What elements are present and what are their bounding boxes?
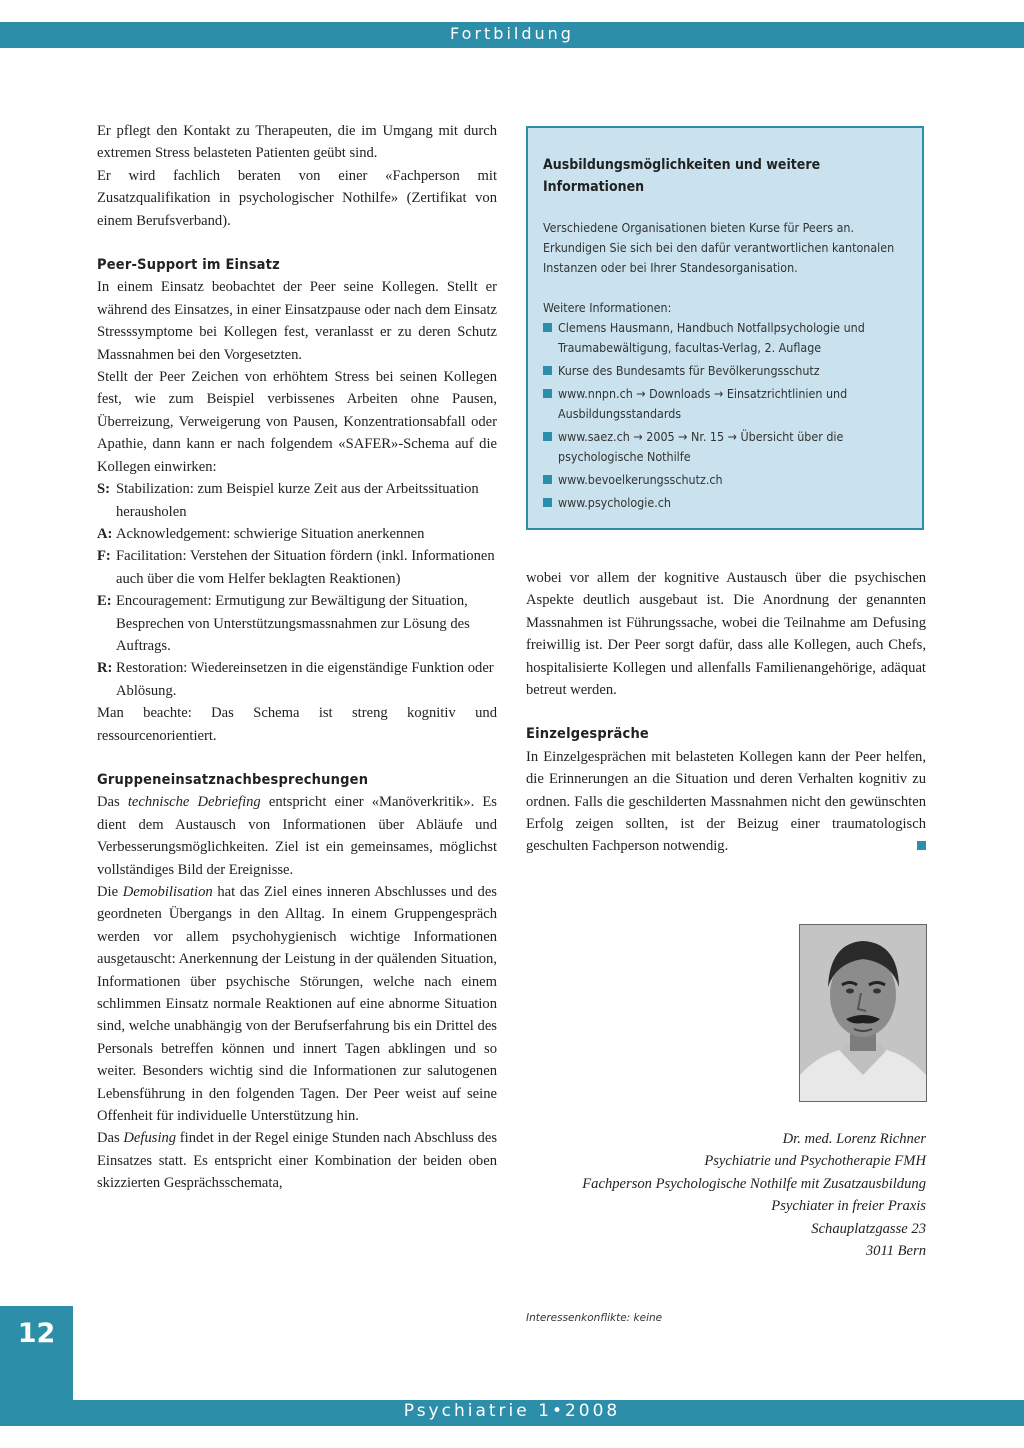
- list-item: [543, 384, 906, 424]
- info-box-list: [543, 318, 906, 513]
- paragraph: Er pflegt den Kontakt zu Therapeuten, die im Umgang mit durch extremen Stress belasteten Patienten geübt sind.: [97, 123, 497, 162]
- list-item: [97, 657, 497, 702]
- list-text: Restoration: Wiedereinsetzen in die eigenständige Funktion oder Ablösung.: [116, 660, 494, 699]
- bullet-square-icon: [543, 389, 552, 398]
- list-text: www.nnpn.ch → Downloads → Einsatzrichtlinien und Ausbildungsstandards: [558, 386, 848, 421]
- author-info: [526, 1128, 926, 1262]
- list-key: A:: [97, 525, 113, 542]
- text-run: Das: [97, 1130, 124, 1147]
- page-number-box: [0, 1306, 73, 1400]
- text-run: hat das Ziel eines inneren Abschlusses und des geordneten Übergangs in den Alltag. In einem Gruppengespräch werden vor allem psychohygienisch wichtige Informationen ausgetauscht: Anerkennung der Leistung in der quälenden Situation, Informationen über psychische Störungen, welche nach einem schlimmen Einsatz normale Reaktionen auf eine abnorme Situation sind, welche unabhängig von der Berufserfahrung bis ein Drittel des Personals betreffen können und innert Tagen abklingen und so weiter. Besonders wichtig sind die Informationen zur salutogenen Lebensführung in den folgenden Tagen. Der Peer weist auf seine Offenheit für individuelle Unterstützung hin.: [97, 884, 497, 1125]
- list-text: Encouragement: Ermutigung zur Bewältigung der Situation, Besprechen von Unterstützungsmassnahmen zur Lösung des Auftrags.: [116, 593, 470, 654]
- footer-bar: [0, 1400, 1024, 1426]
- list-key: S:: [97, 481, 110, 498]
- paragraph: [97, 1127, 497, 1194]
- emphasis: Demobilisation: [122, 884, 213, 900]
- text-run: Die: [97, 884, 123, 900]
- bullet-square-icon: [543, 498, 552, 507]
- list-text: Facilitation: Verstehen der Situation fördern (inkl. Informationen auch über die vom Helfer beklagten Reaktionen): [116, 548, 495, 587]
- bullet-square-icon: [543, 366, 552, 375]
- list-key: R:: [97, 660, 113, 677]
- emphasis: Defusing: [123, 1130, 177, 1147]
- info-box-intro: Verschiedene Organisationen bieten Kurse für Peers an. Erkundigen Sie sich bei den dafür verantwortlichen kantonalen Instanzen oder bei Ihrer Standesorganisation.: [543, 220, 895, 275]
- bullet-square-icon: [543, 432, 552, 441]
- paragraph: In einem Einsatz beobachtet der Peer seine Kollegen. Stellt er während des Einsatzes, in einer Einsatzpause oder nach dem Einsatz Stresssymptome bei Kollegen fest, veranlasst er zu deren Schutz Massnahmen bei den Vorgesetzten.: [97, 279, 497, 363]
- bullet-square-icon: [543, 475, 552, 484]
- list-item: [97, 478, 497, 523]
- text-run: In Einzelgesprächen mit belasteten Kollegen kann der Peer helfen, die Erinnerungen an die Situation und deren Verhalten kognitiv zu ordnen. Falls die geschilderten Massnahmen nicht den gewünschten Erfolg zeigen sollten, ist der Beizug einer traumatologisch geschulten Fachperson notwendig.: [526, 748, 926, 855]
- left-column: [97, 120, 497, 1195]
- paragraph: Stellt der Peer Zeichen von erhöhtem Stress bei seinen Kollegen fest, wie zum Beispiel verbissenes Arbeiten ohne Pausen, Überreizung, Verweigerung von Pausen, Konzentrationsabfall oder Apathie, dann kann er nach folgendem «SAFER»-Schema auf die Kollegen einwirken:: [97, 369, 497, 475]
- paragraph: [97, 881, 497, 1127]
- list-item: [97, 523, 497, 545]
- section-heading-individual-talks: Einzelgespräche: [526, 726, 649, 743]
- list-text: Acknowledgement: schwierige Situation anerkennen: [116, 525, 425, 542]
- journal-title: Psychiatrie 1•2008: [403, 1401, 621, 1421]
- author-address: Schauplatzgasse 23: [811, 1220, 926, 1237]
- text-run: entspricht einer «Manöverkritik». Es dient dem Austausch von Informationen über Abläufe und Verbesserungsmöglichkeiten. Ziel ist ein gemeinsames, möglichst vollständiges Bild der Ereignisse.: [97, 794, 497, 878]
- list-item: [97, 590, 497, 657]
- list-item: [97, 545, 497, 590]
- list-item: [543, 361, 906, 381]
- text-run: findet in der Regel einige Stunden nach Abschluss des Einsatzes statt. Es entspricht einer Kombination der beiden oben skizzierten Gesprächsschemata,: [97, 1130, 497, 1192]
- list-text: Clemens Hausmann, Handbuch Notfallpsychologie und Traumabewältigung, facultas-Verlag, 2. Auflage: [558, 320, 865, 355]
- author-line: Fachperson Psychologische Nothilfe mit Zusatzausbildung: [582, 1175, 926, 1192]
- author-name: Dr. med. Lorenz Richner: [782, 1131, 926, 1147]
- list-text: Kurse des Bundesamts für Bevölkerungsschutz: [558, 363, 820, 378]
- portrait-illustration: [800, 925, 926, 1101]
- list-text: www.saez.ch → 2005 → Nr. 15 → Übersicht über die psychologische Nothilfe: [558, 429, 844, 464]
- paragraph: Man beachte: Das Schema ist streng kognitiv und ressourcenorientiert.: [97, 705, 497, 744]
- paragraph: [526, 746, 926, 858]
- conflict-of-interest: Interessenkonflikte: keine: [526, 1312, 663, 1324]
- section-title: Fortbildung: [450, 24, 574, 43]
- emphasis: technische Debriefing: [127, 794, 261, 811]
- list-item: [543, 470, 906, 490]
- end-square-icon: [917, 841, 926, 850]
- author-line: Psychiater in freier Praxis: [771, 1198, 926, 1215]
- header-bar: [0, 22, 1024, 48]
- paragraph: [97, 791, 497, 881]
- info-box-title: Ausbildungsmöglichkeiten und weitere Informationen: [543, 157, 821, 195]
- text-run: Das: [97, 794, 128, 811]
- author-line: Psychiatrie und Psychotherapie FMH: [704, 1153, 926, 1170]
- list-item: [543, 493, 906, 513]
- info-box: [526, 126, 924, 530]
- bullet-square-icon: [543, 323, 552, 332]
- list-key: E:: [97, 593, 112, 610]
- list-item: [543, 318, 906, 358]
- list-text: www.psychologie.ch: [558, 495, 671, 510]
- author-photo: [799, 924, 927, 1102]
- page-number: 12: [17, 1318, 56, 1349]
- list-key: F:: [97, 548, 111, 565]
- safer-list: [97, 478, 497, 702]
- author-city: 3011 Bern: [865, 1243, 926, 1260]
- list-item: [543, 427, 906, 467]
- section-heading-group-debriefing: Gruppeneinsatznachbesprechungen: [97, 771, 369, 788]
- paragraph: wobei vor allem der kognitive Austausch über die psychischen Aspekte deutlich ausgebaut ist. Die Anordnung der genannten Massnahmen ist Führungssache, wobei die Teilnahme am Defusing freiwillig ist. Der Peer sorgt dafür, dass alle Kollegen, auch Chefs, hospitalisierte Kollegen und allenfalls Familienangehörige, adäquat betreut werden.: [526, 570, 926, 699]
- list-text: Stabilization: zum Beispiel kurze Zeit aus der Arbeitssituation herausholen: [116, 481, 479, 520]
- section-heading-peer-support: Peer-Support im Einsatz: [97, 257, 280, 274]
- info-box-label: Weitere Informationen:: [543, 300, 672, 315]
- list-text: www.bevoelkerungsschutz.ch: [558, 472, 723, 487]
- right-column: [526, 567, 926, 858]
- paragraph: Er wird fachlich beraten von einer «Fachperson mit Zusatzqualifikation in psychologischer Nothilfe» (Zertifikat von einem Berufsverband).: [97, 167, 497, 229]
